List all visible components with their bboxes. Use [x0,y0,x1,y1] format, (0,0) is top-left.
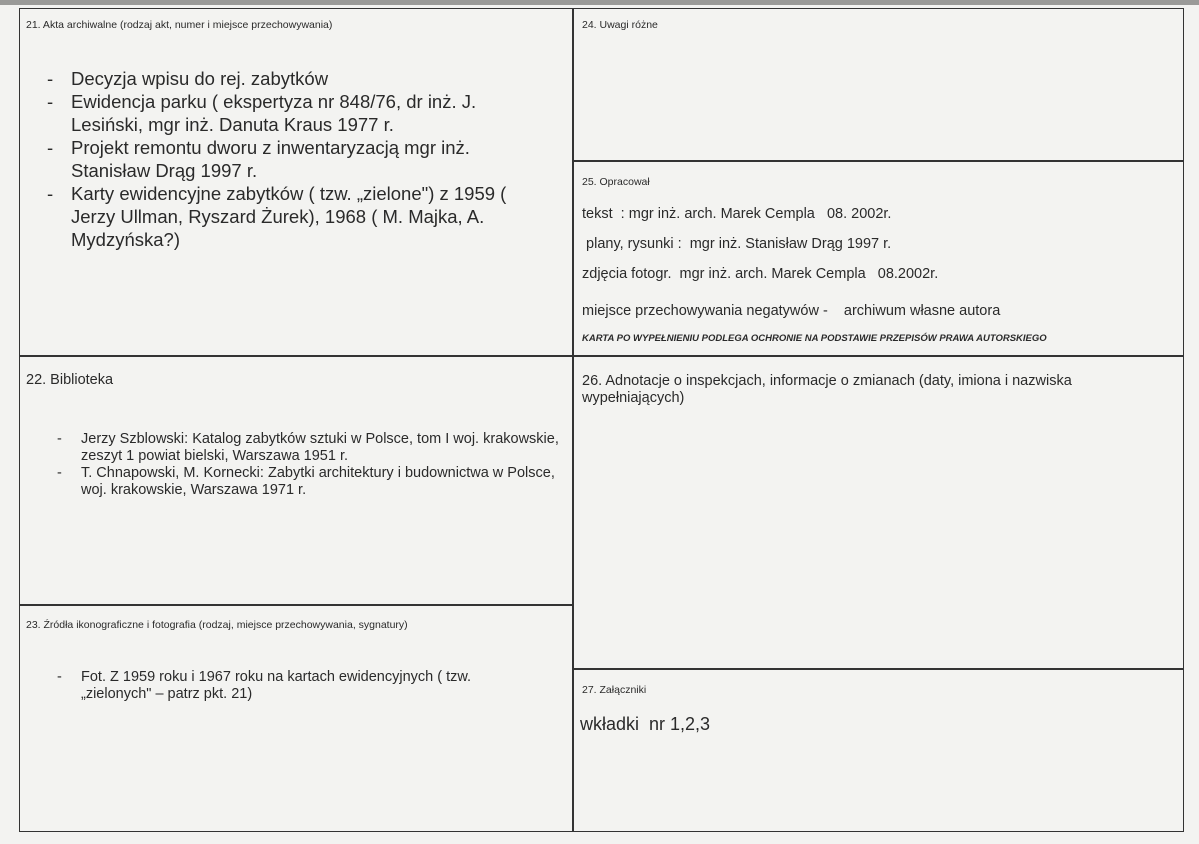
scan-edge [0,0,1199,5]
section-23-heading: 23. Źródła ikonograficzne i fotografia (rodzaj, miejsce przechowywania, sygnatury) [26,619,408,631]
section-22-heading: 22. Biblioteka [26,372,114,388]
author-text-line: tekst : mgr inż. arch. Marek Cempla 08. 2002r. [582,206,892,222]
author-plans-line: plany, rysunki : mgr inż. Stanisław Drąg 1997 r. [582,236,892,252]
negatives-storage-line: miejsce przechowywania negatywów - archiwum własne autora [582,303,1001,319]
list-item: - Fot. Z 1959 roku i 1967 roku na kartach ewidencyjnych ( tzw. „zielonych" – patrz pkt. 21) [51,669,521,703]
section-26-heading: 26. Adnotacje o inspekcjach, informacje o zmianach (daty, imiona i nazwiska wypełniających) [582,373,1072,406]
list-item: - T. Chnapowski, M. Kornecki: Zabytki architektury i budownictwa w Polsce, woj. krakowskie, Warszawa 1971 r. [51,465,571,499]
list-item: - Jerzy Szblowski: Katalog zabytków sztuki w Polsce, tom I woj. krakowskie, zeszyt 1 powiat bielski, Warszawa 1951 r. [51,431,571,465]
section-23-list [51,669,521,703]
list-item: - Ewidencja parku ( ekspertyza nr 848/76, dr inż. J. Lesiński, mgr inż. Danuta Kraus 1977 r. [41,90,521,136]
section-23-box [19,604,574,832]
author-photos-line: zdjęcia fotogr. mgr inż. arch. Marek Cempla 08.2002r. [582,266,939,282]
section-27-box [572,668,1184,832]
section-21-heading: 21. Akta archiwalne (rodzaj akt, numer i miejsce przechowywania) [26,19,333,31]
section-27-heading: 27. Załączniki [582,684,647,696]
attachments-value: wkładki nr 1,2,3 [580,714,711,734]
section-21-list [41,67,521,251]
copyright-notice: KARTA PO WYPEŁNIENIU PODLEGA OCHRONIE NA PODSTAWIE PRZEPISÓW PRAWA AUTORSKIEGO [582,333,1047,344]
list-item: - Decyzja wpisu do rej. zabytków [41,67,521,90]
section-25-box [572,160,1184,357]
section-24-heading: 24. Uwagi różne [582,19,658,31]
list-item: - Karty ewidencyjne zabytków ( tzw. „zielone") z 1959 ( Jerzy Ullman, Ryszard Żurek), 1968 ( M. Majka, A. Mydzyńska?) [41,182,521,251]
section-22-list [51,431,571,499]
section-25-heading: 25. Opracował [582,176,650,188]
list-item: - Projekt remontu dworu z inwentaryzacją mgr inż. Stanisław Drąg 1997 r. [41,136,521,182]
section-24-box [572,8,1184,162]
